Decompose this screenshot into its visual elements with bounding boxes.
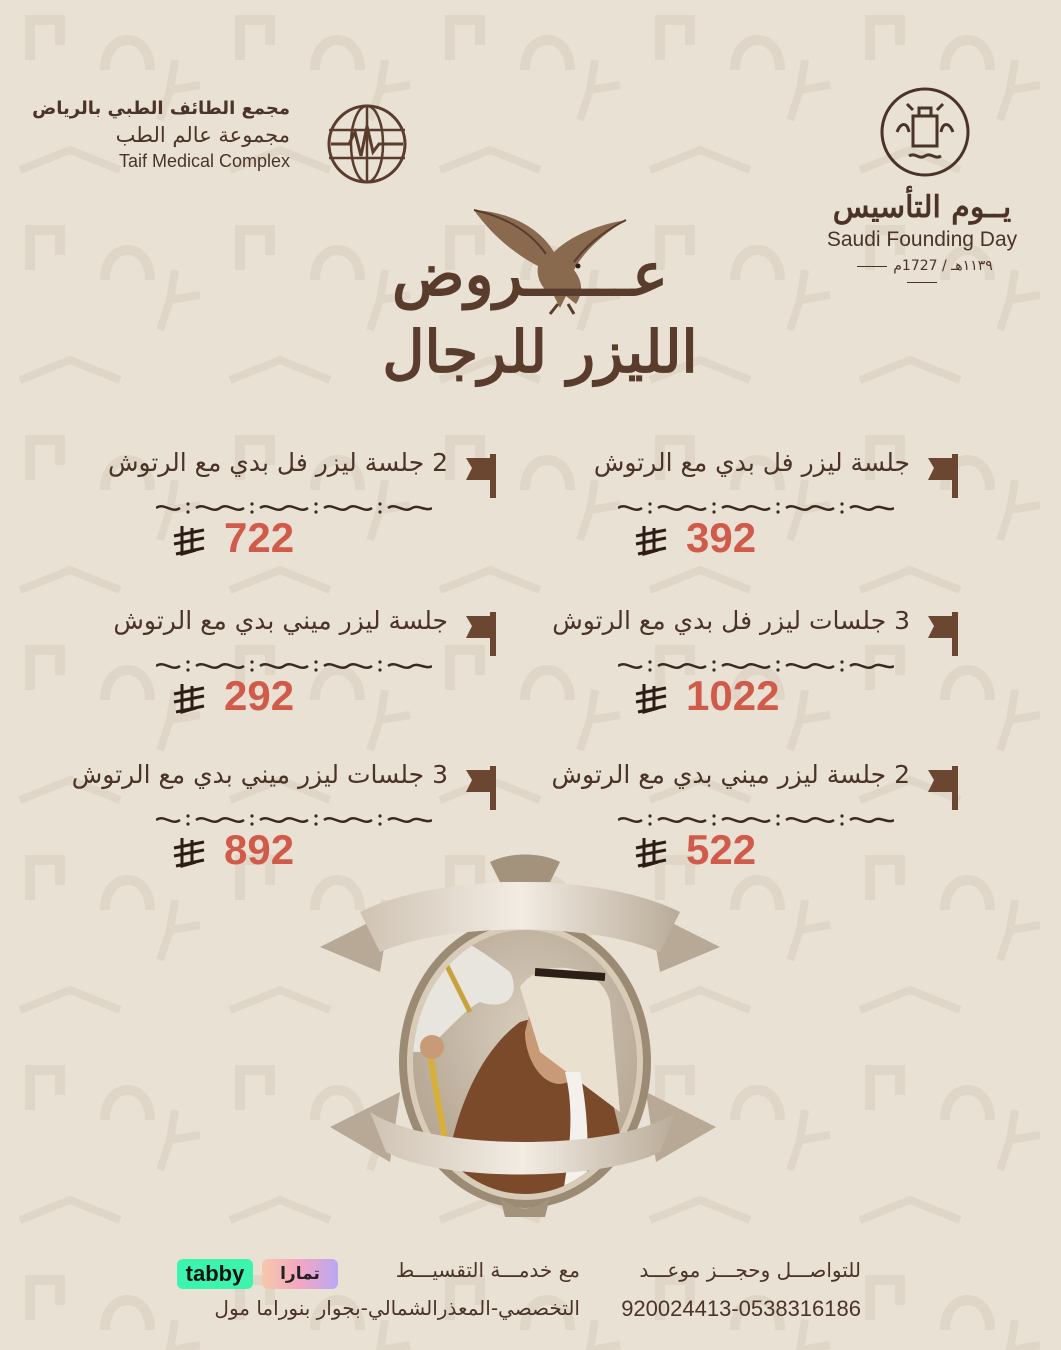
offer-card [520, 448, 960, 588]
riyal-currency-icon [172, 682, 206, 716]
founding-title-ar: يــوم التأسيس [832, 190, 1012, 225]
price-value: 392 [686, 514, 757, 561]
riyal-currency-icon [634, 682, 668, 716]
offer-card [58, 606, 498, 746]
flag-icon [926, 454, 960, 498]
offer-card [58, 448, 498, 588]
address: التخصصي-المعذرالشمالي-بجوار بنوراما مول [214, 1296, 580, 1320]
offer-title: 3 جلسات ليزر فل بدي مع الرتوش [552, 606, 910, 635]
riyal-currency-icon [634, 524, 668, 558]
flag-icon [464, 454, 498, 498]
flag-icon [926, 612, 960, 656]
price-value: 292 [224, 672, 295, 719]
offer-title: 3 جلسات ليزر ميني بدي مع الرتوش [71, 760, 448, 789]
clinic-header [20, 92, 410, 202]
founding-day-logo [812, 86, 1032, 286]
clinic-name-ar: مجمع الطائف الطبي بالرياض [32, 98, 290, 119]
price-value: 722 [224, 514, 295, 561]
clinic-text [20, 98, 290, 172]
offer-title: جلسة ليزر فل بدي مع الرتوش [593, 448, 910, 477]
offer-price [172, 672, 402, 728]
clinic-group-ar: مجموعة عالم الطب [115, 123, 290, 147]
offer-card [520, 606, 960, 746]
flag-icon [464, 612, 498, 656]
contact-label: للتواصـــل وحجـــز موعـــد [639, 1258, 861, 1282]
headline-offers: عــــــروض [392, 240, 668, 310]
price-value: 892 [224, 826, 295, 873]
offer-price [634, 514, 864, 570]
headline-laser-men: الليزر للرجال [382, 318, 698, 386]
offer-price [634, 672, 864, 728]
founding-dates: ١١٣٩هـ / 1727م [832, 258, 1012, 290]
riyal-currency-icon [172, 836, 206, 870]
installment-label: مع خدمـــة التقسيـــط [395, 1258, 580, 1282]
offer-title: 2 جلسة ليزر فل بدي مع الرتوش [107, 448, 448, 477]
founding-title-en: Saudi Founding Day [826, 228, 1018, 251]
price-value: 522 [686, 826, 757, 873]
framed-portrait [320, 852, 720, 1222]
flag-icon [926, 766, 960, 810]
riyal-currency-icon [172, 524, 206, 558]
offer-title: 2 جلسة ليزر ميني بدي مع الرتوش [551, 760, 910, 789]
offer-title: جلسة ليزر ميني بدي مع الرتوش [113, 606, 448, 635]
clinic-name-en: Taif Medical Complex [118, 151, 290, 171]
tabby-badge: tabby [177, 1259, 253, 1289]
tamara-badge: تمارا [262, 1259, 338, 1289]
clinic-globe-logo-icon [305, 92, 409, 196]
founding-seal-icon [879, 86, 971, 178]
flag-icon [464, 766, 498, 810]
offer-price [172, 514, 402, 570]
price-value: 1022 [686, 672, 780, 719]
contact-phones: 920024413-0538316186 [621, 1296, 861, 1321]
